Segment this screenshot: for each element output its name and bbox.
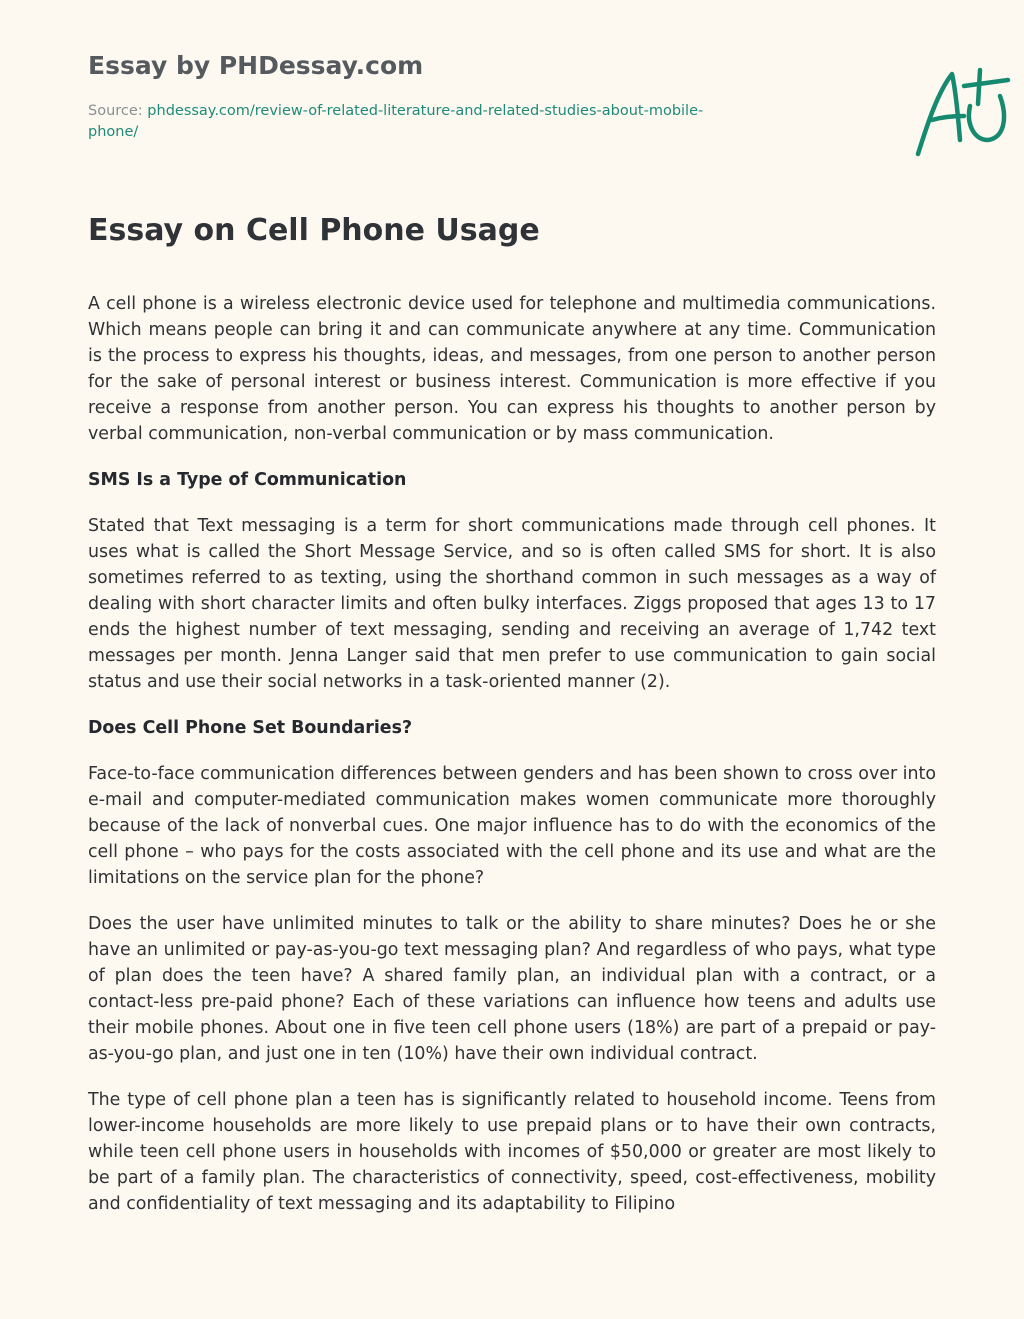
letter-a-stroke (918, 74, 960, 154)
intro-paragraph: A cell phone is a wireless electronic device used for telephone and multimedia communications. Which means people can bring it and can communicate anywhere at any time. Communication is the process to express his thoughts, ideas, and messages, from one person to another person for the sake of personal interest or business interest. Communication is more effective if you receive a response from another person. You can express his thoughts to another person by verbal communication, non-verbal communication or by mass communication. (88, 294, 936, 444)
section-heading-boundaries: Does Cell Phone Set Boundaries? (88, 718, 413, 738)
a-plus-logo (908, 62, 1018, 162)
essay-body (88, 291, 936, 1237)
plus-curl (969, 96, 1004, 140)
a-plus-logo-icon (908, 62, 1018, 162)
source-label: Source: (88, 103, 148, 119)
boundaries-paragraph-1: Face-to-face communication differences between genders and has been shown to cross over into e-mail and computer-mediated communication makes women communicate more thoroughly because of the lack of nonverbal cues. One major influence has to do with the economics of the cell phone – who pays for the costs associated with the cell phone and its use and what are the limitations on the service plan for the phone? (88, 764, 936, 888)
source-line (88, 101, 738, 143)
sms-paragraph: Stated that Text messaging is a term for short communications made through cell phones. It uses what is called the Short Message Service, and so is often called SMS for short. It is also sometimes referred to as texting, using the shorthand common in such messages as a way of dealing with short character limits and often bulky interfaces. Ziggs proposed that ages 13 to 17 ends the highest number of text messaging, sending and receiving an average of 1,742 text messages per month. Jenna Langer said that men prefer to use communication to gain social status and use their social networks in a task-oriented manner (2). (88, 516, 936, 692)
section-heading-sms: SMS Is a Type of Communication (88, 470, 407, 490)
plus-vertical (978, 70, 980, 104)
essay-title: Essay on Cell Phone Usage (88, 213, 540, 248)
plus-horizontal (964, 80, 1008, 86)
boundaries-paragraph-2: Does the user have unlimited minutes to talk or the ability to share minutes? Does he or she have an unlimited or pay-as-you-go text messaging plan? And regardless of who pays, what type of plan does the teen have? A shared family plan, an individual plan with a contract, or a contact-less pre-paid phone? Each of these variations can influence how teens and adults use their mobile phones. About one in five teen cell phone users (18%) are part of a prepaid or pay-as-you-go plan, and just one in ten (10%) have their own individual contract. (88, 914, 936, 1064)
boundaries-paragraph-3: The type of cell phone plan a teen has is significantly related to household income. Teens from lower-income households are more likely to use prepaid plans or to have their own contracts, while teen cell phone users in households with incomes of $50,000 or greater are most likely to be part of a family plan. The characteristics of connectivity, speed, cost-effectiveness, mobility and confidentiality of text messaging and its adaptability to Filipino (88, 1090, 936, 1214)
site-brand[interactable]: Essay by PHDessay.com (88, 51, 424, 80)
source-link[interactable]: phdessay.com/review-of-related-literature-and-related-studies-about-mobile-phone/ (88, 103, 704, 140)
